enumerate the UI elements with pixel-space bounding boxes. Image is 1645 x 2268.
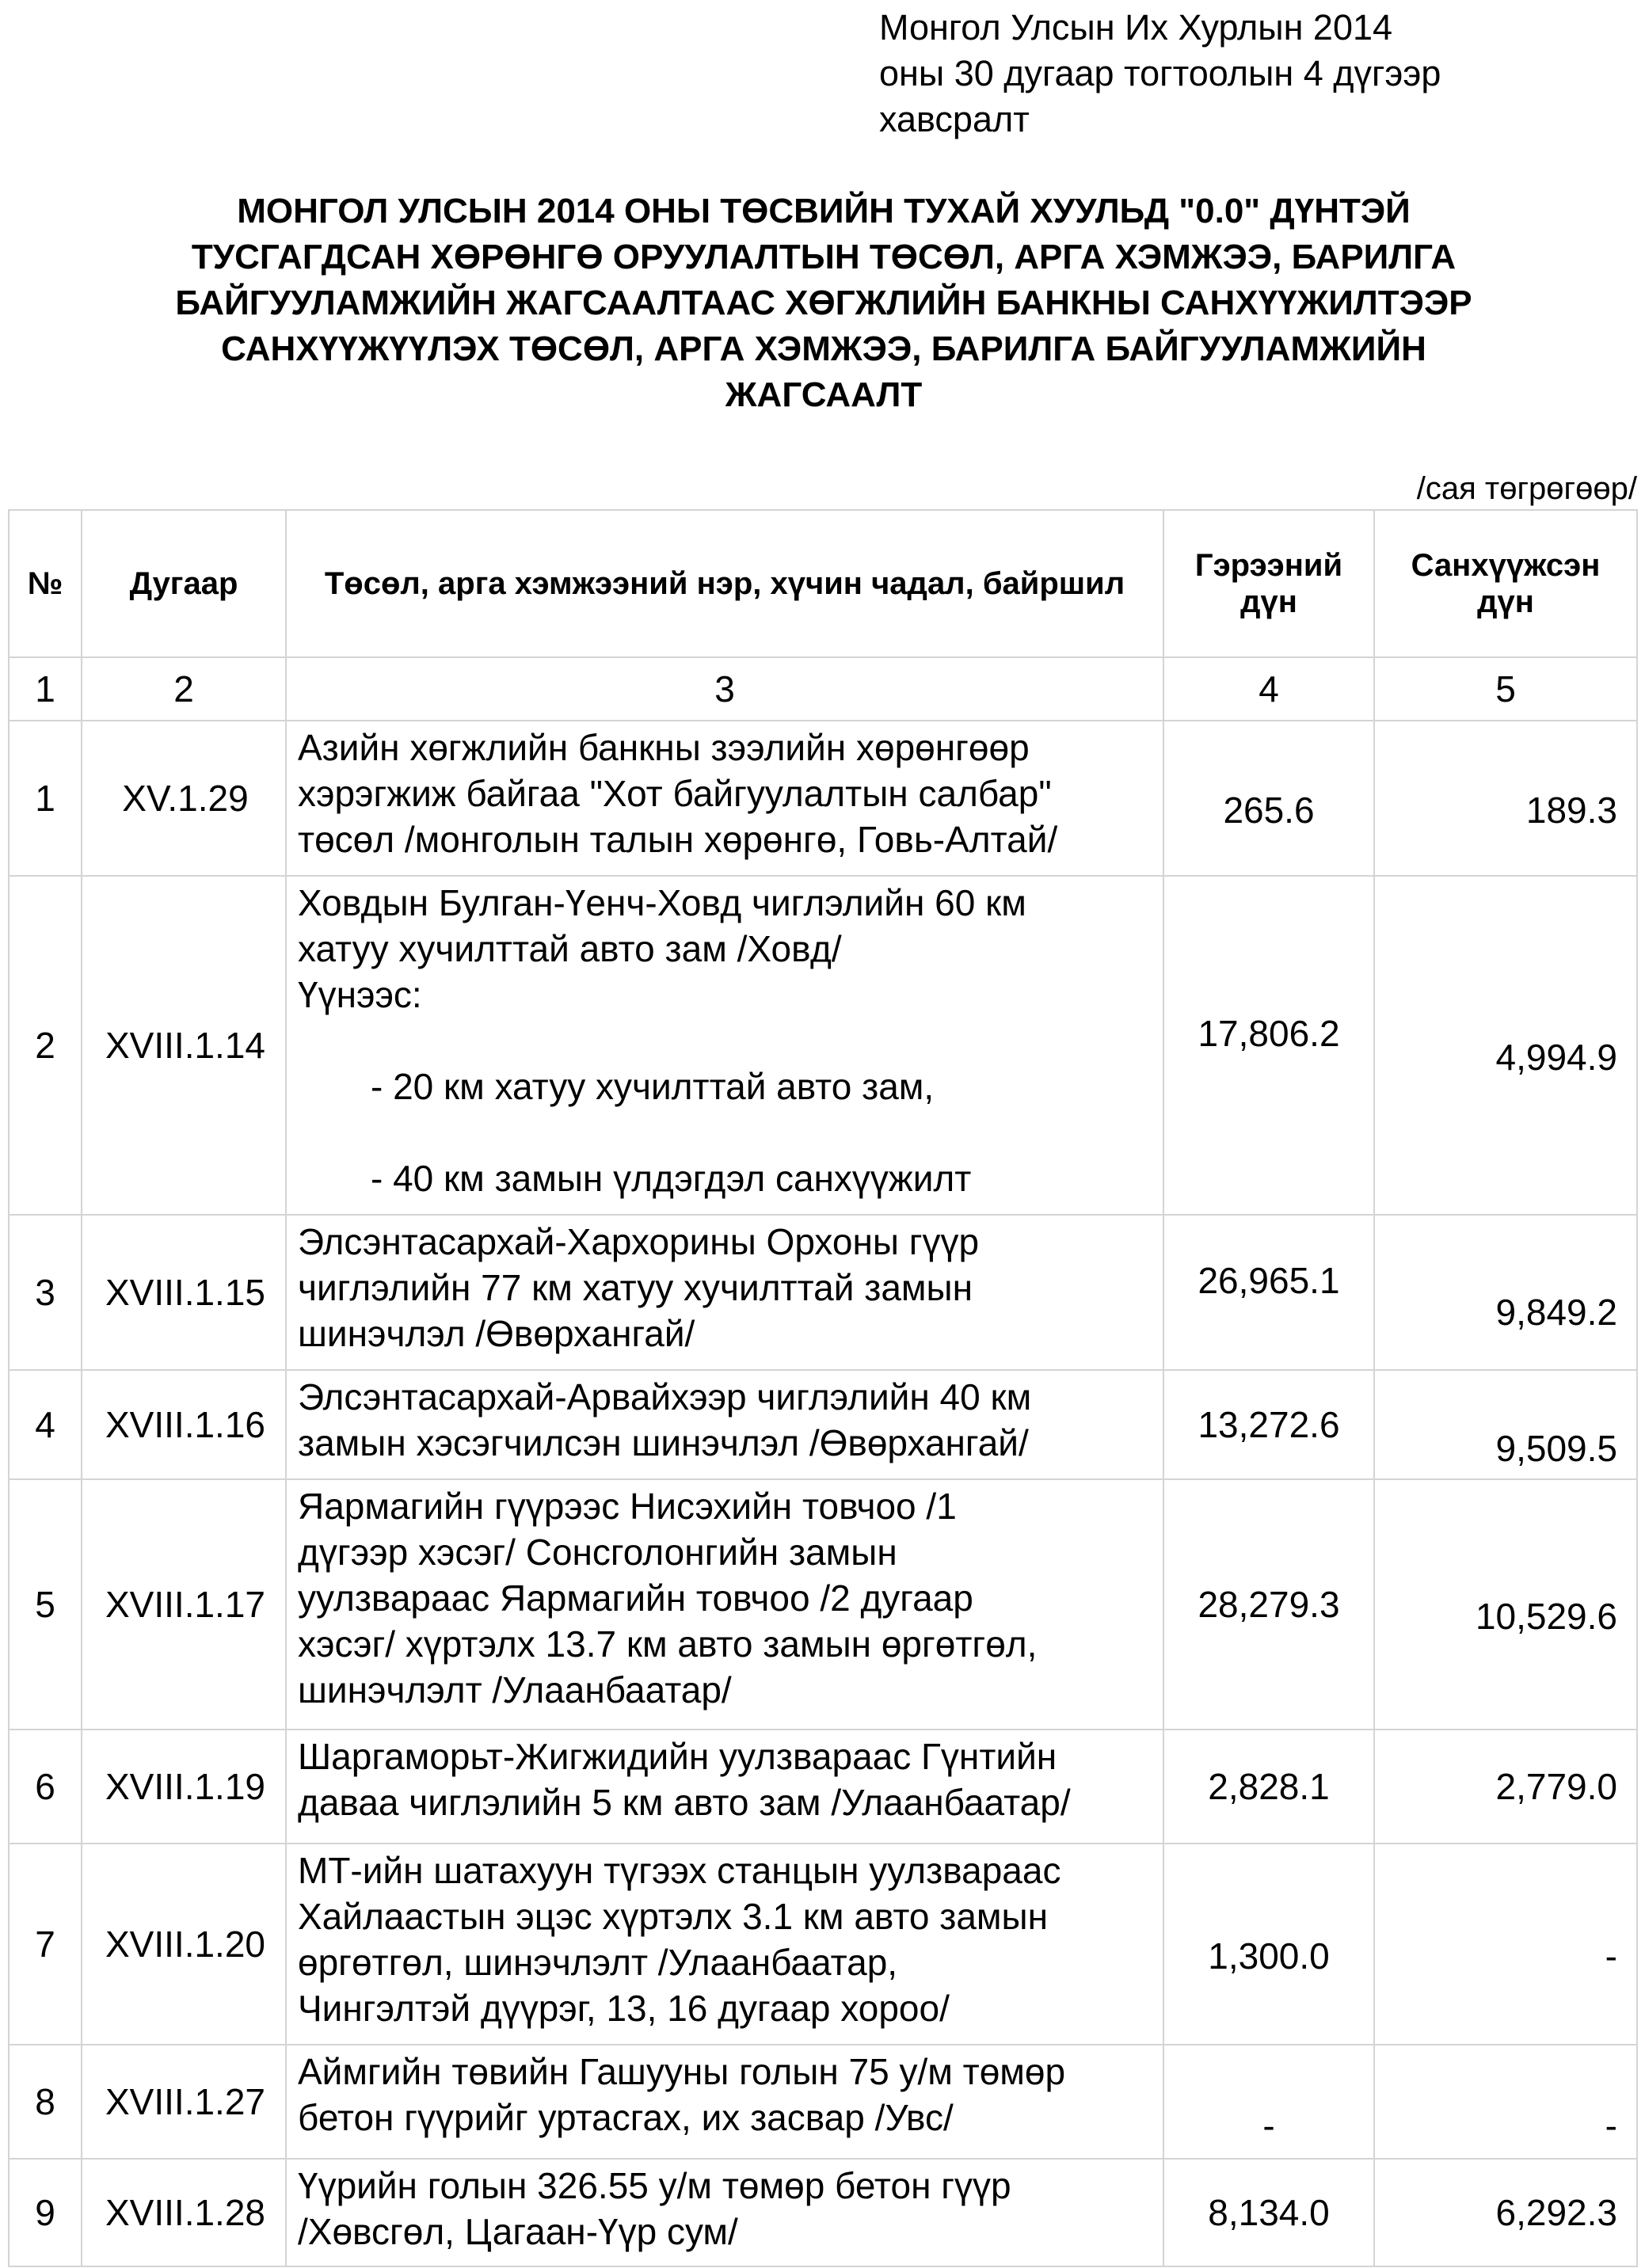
- project-name-line: Үүрийн голын 326.55 у/м төмөр бетон гүүр: [298, 2165, 1011, 2206]
- project-sub-item: - 20 км хатуу хучилттай авто зам,: [371, 1066, 935, 1107]
- row-contract-amount: 28,279.3: [1163, 1479, 1374, 1730]
- table-row: [9, 1215, 1637, 1370]
- row-funded-amount: 189.3: [1374, 721, 1637, 876]
- table-row: [9, 2159, 1637, 2266]
- annex-line: оны 30 дугаар тогтоолын 4 дүгээр: [879, 53, 1441, 93]
- project-name-line: шинэчлэлт /Улаанбаатар/: [298, 1669, 732, 1711]
- column-number: 5: [1374, 657, 1637, 721]
- row-funded-amount: 9,849.2: [1374, 1215, 1637, 1370]
- row-project-name: [286, 1215, 1163, 1370]
- project-name-line: уулзвараас Яармагийн товчоо /2 дугаар: [298, 1577, 973, 1619]
- row-contract-amount: 2,828.1: [1163, 1730, 1374, 1844]
- row-contract-amount: 26,965.1: [1163, 1215, 1374, 1370]
- project-name-line: төсөл /монголын талын хөрөнгө, Говь-Алтай/: [298, 819, 1058, 860]
- project-name-line: Азийн хөгжлийн банкны зээлийн хөрөнгөөр: [298, 727, 1030, 768]
- row-number: 5: [9, 1479, 82, 1730]
- row-number: 7: [9, 1844, 82, 2045]
- row-code: XVIII.1.16: [82, 1370, 286, 1479]
- header-code: Дугаар: [82, 510, 286, 657]
- project-name-line: Ховдын Булган-Үенч-Ховд чиглэлийн 60 км: [298, 882, 1026, 923]
- project-name-line: даваа чиглэлийн 5 км авто зам /Улаанбаатар/: [298, 1782, 1071, 1823]
- project-name-line: хатуу хучилттай авто зам /Ховд/: [298, 928, 842, 969]
- project-name-line: Шаргаморьт-Жигжидийн уулзвараас Гүнтийн: [298, 1736, 1057, 1777]
- header-funded-line: Санхүүжсэн: [1411, 548, 1601, 583]
- row-code: XVIII.1.20: [82, 1844, 286, 2045]
- row-number: 1: [9, 721, 82, 876]
- row-funded-amount: 2,779.0: [1374, 1730, 1637, 1844]
- row-number: 8: [9, 2045, 82, 2159]
- table-row: [9, 1479, 1637, 1730]
- row-code: XVIII.1.14: [82, 876, 286, 1215]
- table-header-row: [9, 510, 1637, 657]
- table-row: [9, 1730, 1637, 1844]
- document-title: [95, 188, 1552, 418]
- project-name-line: МТ-ийн шатахуун түгээх станцын уулзвараас: [298, 1850, 1061, 1891]
- table-row: [9, 1844, 1637, 2045]
- row-contract-amount: 1,300.0: [1163, 1844, 1374, 2045]
- row-code: XVIII.1.28: [82, 2159, 286, 2266]
- row-project-name: [286, 2045, 1163, 2159]
- header-contract-amount: [1163, 510, 1374, 657]
- row-funded-amount: 6,292.3: [1374, 2159, 1637, 2266]
- annex-line: хавсралт: [879, 99, 1030, 139]
- title-line: САНХҮҮЖҮҮЛЭХ ТӨСӨЛ, АРГА ХЭМЖЭЭ, БАРИЛГА БАЙГУУЛАМЖИЙН: [221, 329, 1426, 368]
- title-line: ЖАГСААЛТ: [725, 375, 923, 414]
- title-line: МОНГОЛ УЛСЫН 2014 ОНЫ ТӨСВИЙН ТУХАЙ ХУУЛЬД "0.0" ДҮНТЭЙ: [237, 192, 1411, 230]
- header-name: Төсөл, арга хэмжээний нэр, хүчин чадал, байршил: [286, 510, 1163, 657]
- header-funded-amount: [1374, 510, 1637, 657]
- project-name-line: Хайлаастын эцэс хүртэлх 3.1 км авто замын: [298, 1896, 1049, 1937]
- row-code: XVIII.1.27: [82, 2045, 286, 2159]
- row-project-name: [286, 2159, 1163, 2266]
- project-name-line: замын хэсэгчилсэн шинэчлэл /Өвөрхангай/: [298, 1422, 1029, 1463]
- project-name-line: Элсэнтасархай-Арвайхээр чиглэлийн 40 км: [298, 1376, 1032, 1418]
- column-number: 2: [82, 657, 286, 721]
- project-name-line: дүгээр хэсэг/ Сонсголонгийн замын: [298, 1532, 897, 1573]
- row-code: XVIII.1.15: [82, 1215, 286, 1370]
- row-contract-amount: 265.6: [1163, 721, 1374, 876]
- row-number: 6: [9, 1730, 82, 1844]
- project-name-line: Аймгийн төвийн Гашууны голын 75 у/м төмөр: [298, 2051, 1066, 2092]
- row-funded-amount: 4,994.9: [1374, 876, 1637, 1215]
- annex-reference: [879, 5, 1592, 143]
- column-number: 1: [9, 657, 82, 721]
- column-number: 4: [1163, 657, 1374, 721]
- project-name-line: бетон гүүрийг уртасгах, их засвар /Увс/: [298, 2097, 954, 2138]
- project-name-line: Яармагийн гүүрээс Нисэхийн товчоо /1: [298, 1486, 957, 1527]
- row-contract-amount: -: [1163, 2045, 1374, 2159]
- projects-table: [8, 509, 1638, 2267]
- header-contract-line: Гэрээний: [1194, 548, 1343, 583]
- row-contract-amount: 13,272.6: [1163, 1370, 1374, 1479]
- row-code: XVIII.1.19: [82, 1730, 286, 1844]
- row-project-name: [286, 1479, 1163, 1730]
- column-number-row: [9, 657, 1637, 721]
- row-number: 3: [9, 1215, 82, 1370]
- project-name-line: хэсэг/ хүртэлх 13.7 км авто замын өргөтгөл,: [298, 1623, 1038, 1665]
- row-code: XV.1.29: [82, 721, 286, 876]
- unit-label: /сая төгрөгөөр/: [1416, 471, 1637, 506]
- project-name-line: Чингэлтэй дүүрэг, 13, 16 дугаар хороо/: [298, 1988, 950, 2029]
- row-project-name: [286, 721, 1163, 876]
- title-line: ТУСГАГДСАН ХӨРӨНГӨ ОРУУЛАЛТЫН ТӨСӨЛ, АРГА ХЭМЖЭЭ, БАРИЛГА: [191, 238, 1457, 276]
- header-no: №: [9, 510, 82, 657]
- row-code: XVIII.1.17: [82, 1479, 286, 1730]
- row-number: 2: [9, 876, 82, 1215]
- row-contract-amount: 8,134.0: [1163, 2159, 1374, 2266]
- project-name-line: шинэчлэл /Өвөрхангай/: [298, 1313, 695, 1354]
- row-number: 9: [9, 2159, 82, 2266]
- project-name-line: өргөтгөл, шинэчлэлт /Улаанбаатар,: [298, 1942, 898, 1983]
- project-sub-item: - 40 км замын үлдэгдэл санхүүжилт: [371, 1158, 972, 1199]
- table-row: [9, 721, 1637, 876]
- project-name-line: Үүнээс:: [298, 974, 422, 1015]
- row-contract-amount: 17,806.2: [1163, 876, 1374, 1215]
- header-funded-line: дүн: [1477, 584, 1534, 619]
- title-line: БАЙГУУЛАМЖИЙН ЖАГСААЛТААС ХӨГЖЛИЙН БАНКНЫ САНХҮҮЖИЛТЭЭР: [175, 284, 1472, 322]
- table-row: [9, 1370, 1637, 1479]
- annex-line: Монгол Улсын Их Хурлын 2014: [879, 7, 1393, 48]
- header-contract-line: дүн: [1240, 584, 1297, 619]
- row-project-name: [286, 1370, 1163, 1479]
- table-row: [9, 876, 1637, 1215]
- table-row: [9, 2045, 1637, 2159]
- row-funded-amount: -: [1374, 2045, 1637, 2159]
- project-name-line: хэрэгжиж байгаа "Хот байгуулалтын салбар": [298, 773, 1052, 814]
- project-name-line: /Хөвсгөл, Цагаан-Үүр сум/: [298, 2211, 738, 2252]
- row-number: 4: [9, 1370, 82, 1479]
- row-funded-amount: -: [1374, 1844, 1637, 2045]
- column-number: 3: [286, 657, 1163, 721]
- row-project-name: [286, 1730, 1163, 1844]
- project-name-line: чиглэлийн 77 км хатуу хучилттай замын: [298, 1267, 973, 1308]
- row-project-name: [286, 876, 1163, 1215]
- row-project-name: [286, 1844, 1163, 2045]
- project-name-line: Элсэнтасархай-Хархорины Орхоны гүүр: [298, 1221, 980, 1262]
- row-funded-amount: 9,509.5: [1374, 1370, 1637, 1479]
- row-funded-amount: 10,529.6: [1374, 1479, 1637, 1730]
